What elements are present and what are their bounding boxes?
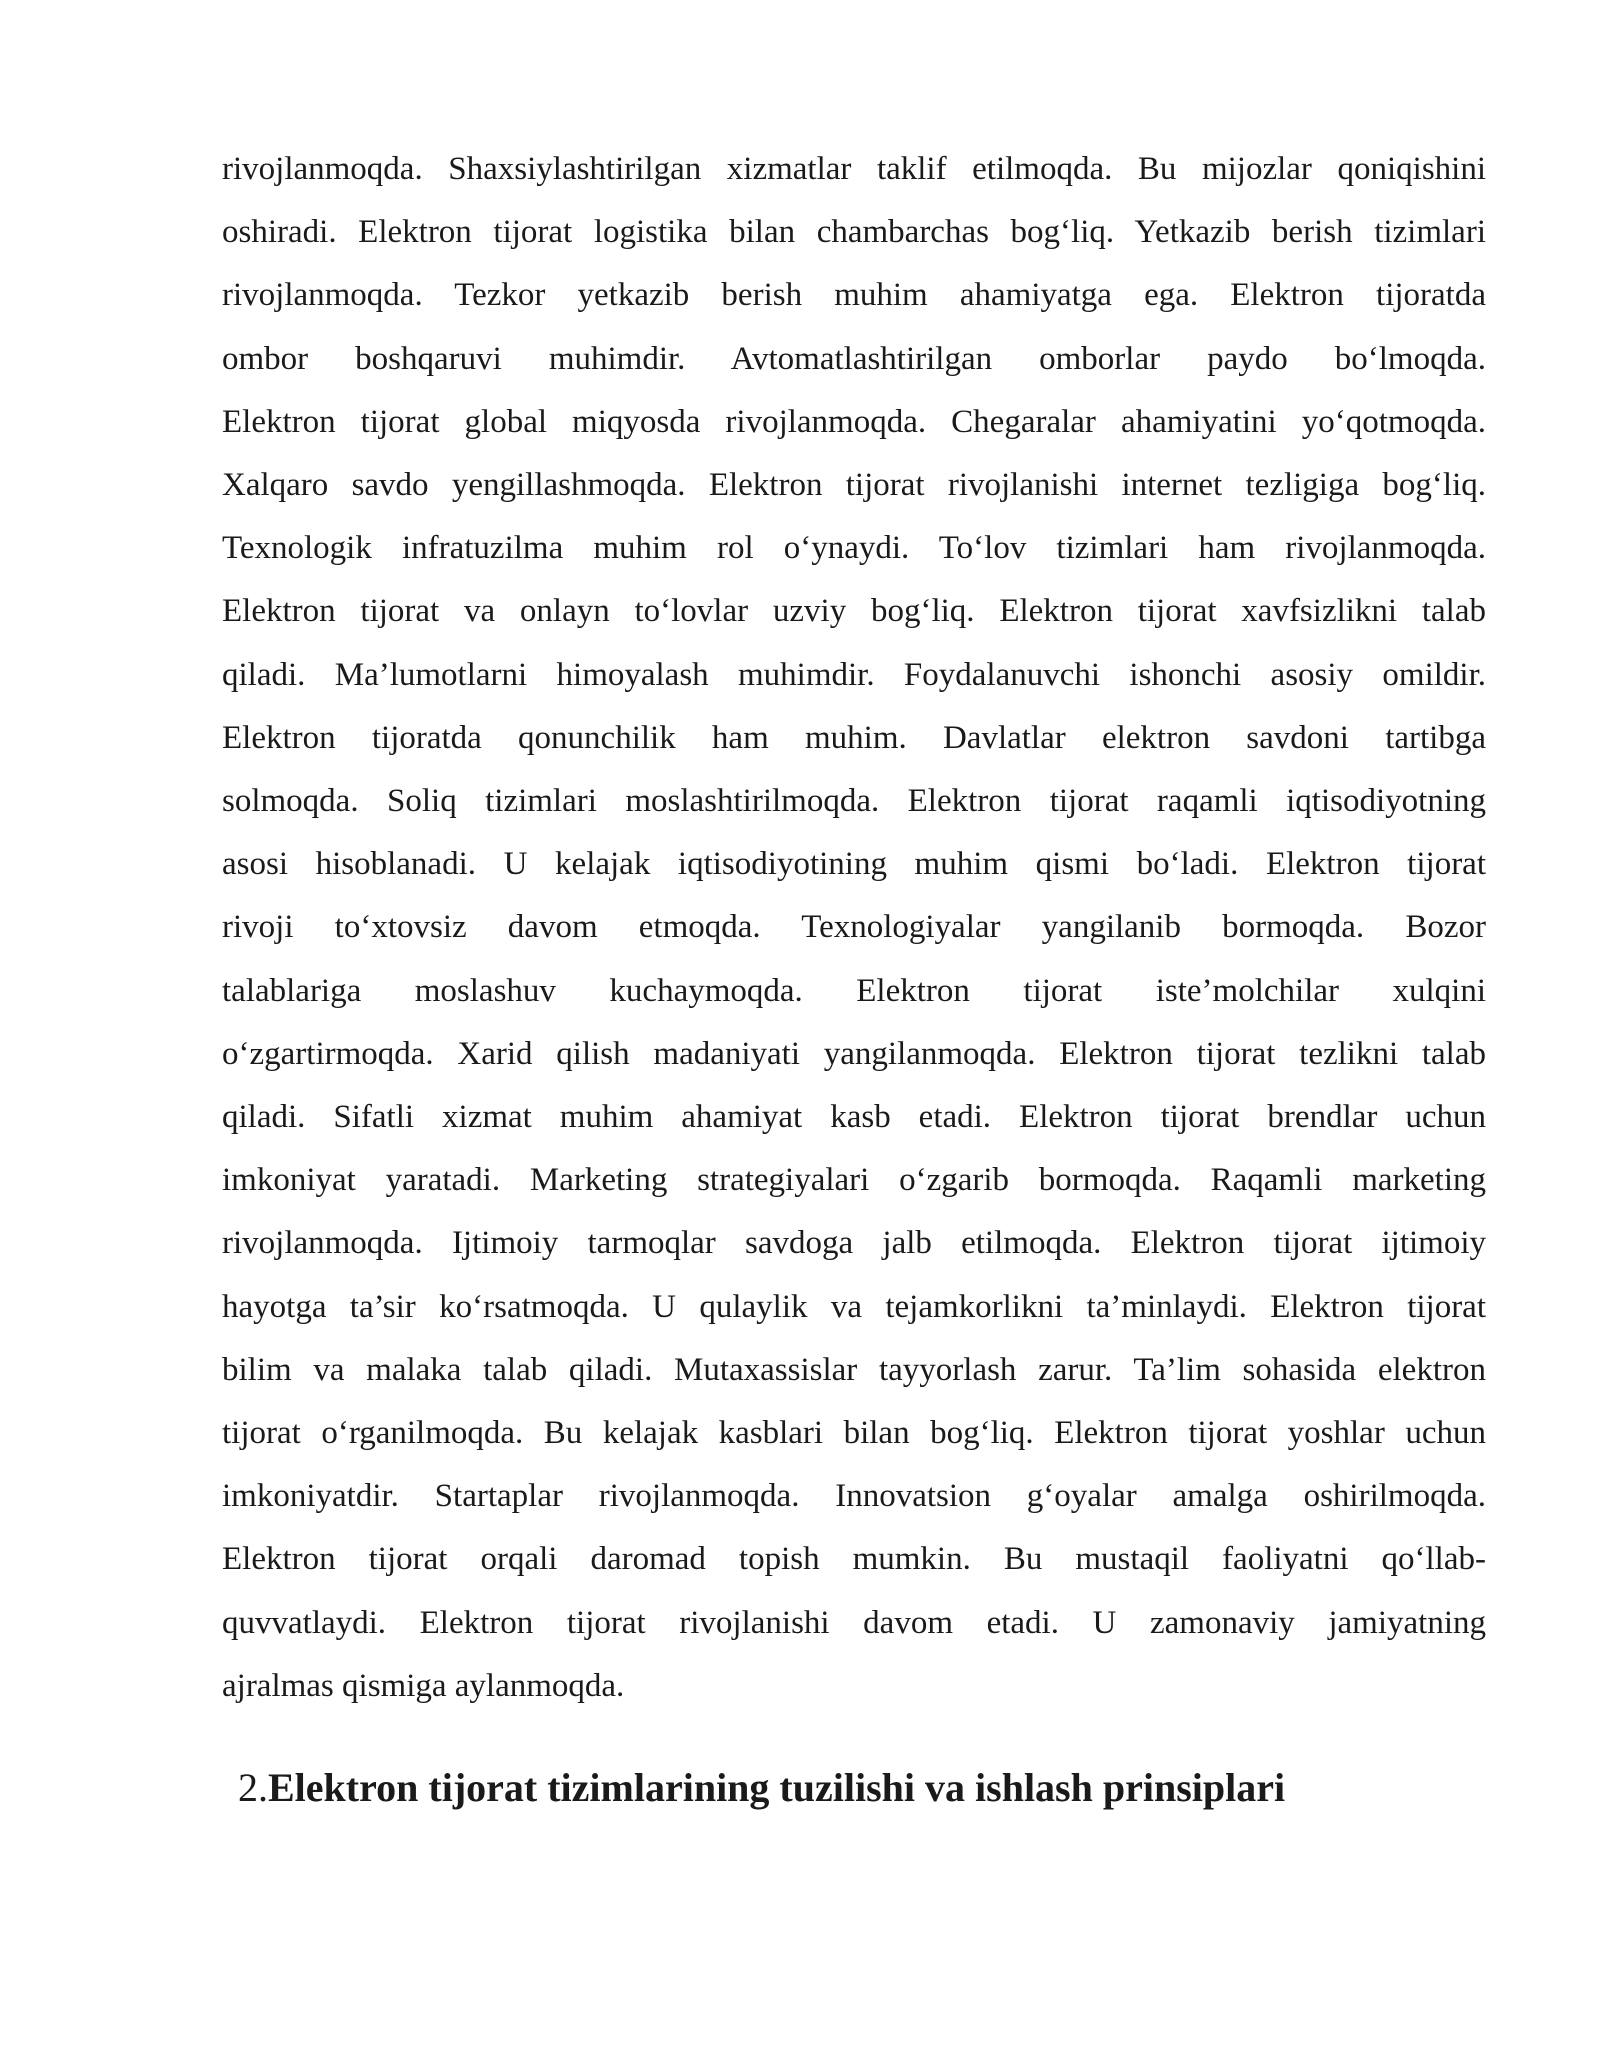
paragraph-line: rivojlanmoqda. Ijtimoiy tarmoqlar savdoga jalb etilmoqda. Elektron tijorat ijtimoiy <box>222 1225 1486 1262</box>
paragraph-line: rivoji to‘xtovsiz davom etmoqda. Texnologiyalar yangilanib bormoqda. Bozor <box>222 909 1486 946</box>
paragraph-line: qiladi. Sifatli xizmat muhim ahamiyat kasb etadi. Elektron tijorat brendlar uchun <box>222 1099 1486 1136</box>
paragraph-line: Elektron tijoratda qonunchilik ham muhim. Davlatlar elektron savdoni tartibga <box>222 719 1486 756</box>
paragraph-line: imkoniyatdir. Startaplar rivojlanmoqda. Innovatsion g‘oyalar amalga oshirilmoqda. <box>222 1478 1486 1515</box>
paragraph-line: ombor boshqaruvi muhimdir. Avtomatlashtirilgan omborlar paydo bo‘lmoqda. <box>222 340 1486 377</box>
paragraph-line: Elektron tijorat orqali daromad topish mumkin. Bu mustaqil faoliyatni qo‘llab- <box>222 1541 1486 1578</box>
paragraph-line: solmoqda. Soliq tizimlari moslashtirilmoqda. Elektron tijorat raqamli iqtisodiyotning <box>222 783 1486 820</box>
paragraph-line: ajralmas qismiga aylanmoqda. <box>222 1667 625 1704</box>
paragraph-line: Xalqaro savdo yengillashmoqda. Elektron tijorat rivojlanishi internet tezligiga bog‘liq. <box>222 467 1486 504</box>
paragraph-line: o‘zgartirmoqda. Xarid qilish madaniyati yangilanmoqda. Elektron tijorat tezlikni talab <box>222 1035 1486 1072</box>
paragraph-line: Elektron tijorat va onlayn to‘lovlar uzviy bog‘liq. Elektron tijorat xavfsizlikni talab <box>222 593 1486 630</box>
paragraph-line: talablariga moslashuv kuchaymoqda. Elektron tijorat iste’molchilar xulqini <box>222 972 1486 1009</box>
paragraph-line: imkoniyat yaratadi. Marketing strategiyalari o‘zgarib bormoqda. Raqamli marketing <box>222 1162 1486 1199</box>
paragraph-line: Elektron tijorat global miqyosda rivojlanmoqda. Chegaralar ahamiyatini yo‘qotmoqda. <box>222 403 1486 440</box>
paragraph-line: asosi hisoblanadi. U kelajak iqtisodiyotining muhim qismi bo‘ladi. Elektron tijorat <box>222 846 1486 883</box>
paragraph-line: hayotga ta’sir ko‘rsatmoqda. U qulaylik va tejamkorlikni ta’minlaydi. Elektron tijorat <box>222 1288 1486 1325</box>
section-heading <box>238 1760 1285 1816</box>
paragraph-line: rivojlanmoqda. Shaxsiylashtirilgan xizmatlar taklif etilmoqda. Bu mijozlar qoniqishini <box>222 151 1486 187</box>
body-paragraph <box>222 138 1486 1718</box>
paragraph-line: Texnologik infratuzilma muhim rol o‘ynaydi. To‘lov tizimlari ham rivojlanmoqda. <box>222 530 1486 567</box>
paragraph-line: bilim va malaka talab qiladi. Mutaxassislar tayyorlash zarur. Ta’lim sohasida elektron <box>222 1351 1486 1388</box>
paragraph-line: rivojlanmoqda. Tezkor yetkazib berish muhim ahamiyatga ega. Elektron tijoratda <box>222 277 1486 314</box>
section-title: Elektron tijorat tizimlarining tuzilishi va ishlash prinsiplari <box>268 1765 1286 1810</box>
section-number: 2. <box>238 1765 268 1810</box>
paragraph-line: oshiradi. Elektron tijorat logistika bilan chambarchas bog‘liq. Yetkazib berish tizimlari <box>222 214 1486 251</box>
paragraph-line: qiladi. Ma’lumotlarni himoyalash muhimdir. Foydalanuvchi ishonchi asosiy omildir. <box>222 656 1486 693</box>
paragraph-line: quvvatlaydi. Elektron tijorat rivojlanishi davom etadi. U zamonaviy jamiyatning <box>222 1604 1486 1641</box>
paragraph-line: tijorat o‘rganilmoqda. Bu kelajak kasblari bilan bog‘liq. Elektron tijorat yoshlar uchun <box>222 1415 1486 1452</box>
